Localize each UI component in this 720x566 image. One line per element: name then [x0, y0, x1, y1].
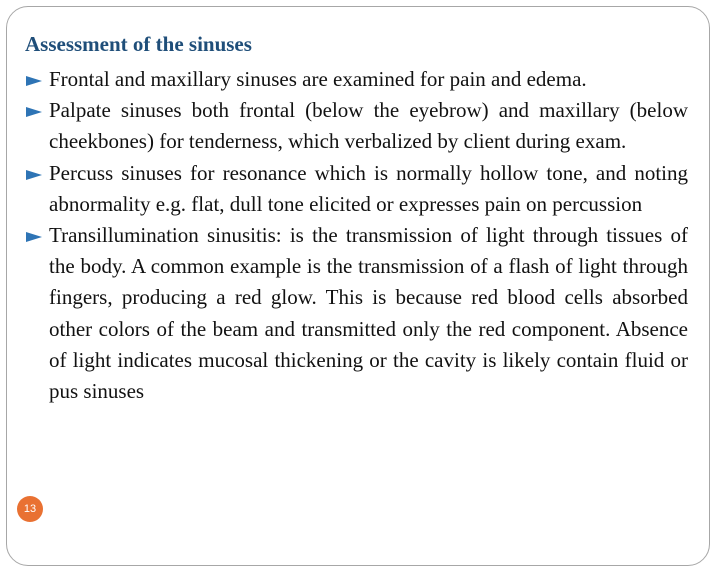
triangle-bullet-icon — [26, 170, 42, 180]
bullet-list — [26, 64, 688, 407]
triangle-bullet-icon — [26, 232, 42, 242]
bullet-item — [26, 95, 688, 157]
page-number-badge: 13 — [17, 496, 43, 522]
bullet-text: Percuss sinuses for resonance which is normally hollow tone, and noting abnormality e.g. flat, dull tone elicited or expresses pain on percussion — [49, 160, 688, 216]
slide-title: Assessment of the sinuses — [25, 32, 252, 56]
bullet-item — [26, 220, 688, 407]
bullet-text: Frontal and maxillary sinuses are examined for pain and edema. — [49, 67, 587, 91]
triangle-bullet-icon — [26, 107, 42, 117]
triangle-bullet-icon — [26, 76, 42, 86]
bullet-item — [26, 64, 688, 95]
bullet-text: Palpate sinuses both frontal (below the eyebrow) and maxillary (below cheekbones) for tenderness, which verbalized by client during exam. — [49, 98, 688, 154]
bullet-item — [26, 158, 688, 220]
bullet-text: Transillumination sinusitis: is the transmission of light through tissues of the body. A common example is the transmission of a flash of light through fingers, producing a red glow. This is because red blood cells absorbed other colors of the beam and transmitted only the red component. Absence of light indicates mucosal thickening or the cavity is likely contain fluid or pus sinuses — [49, 223, 688, 404]
